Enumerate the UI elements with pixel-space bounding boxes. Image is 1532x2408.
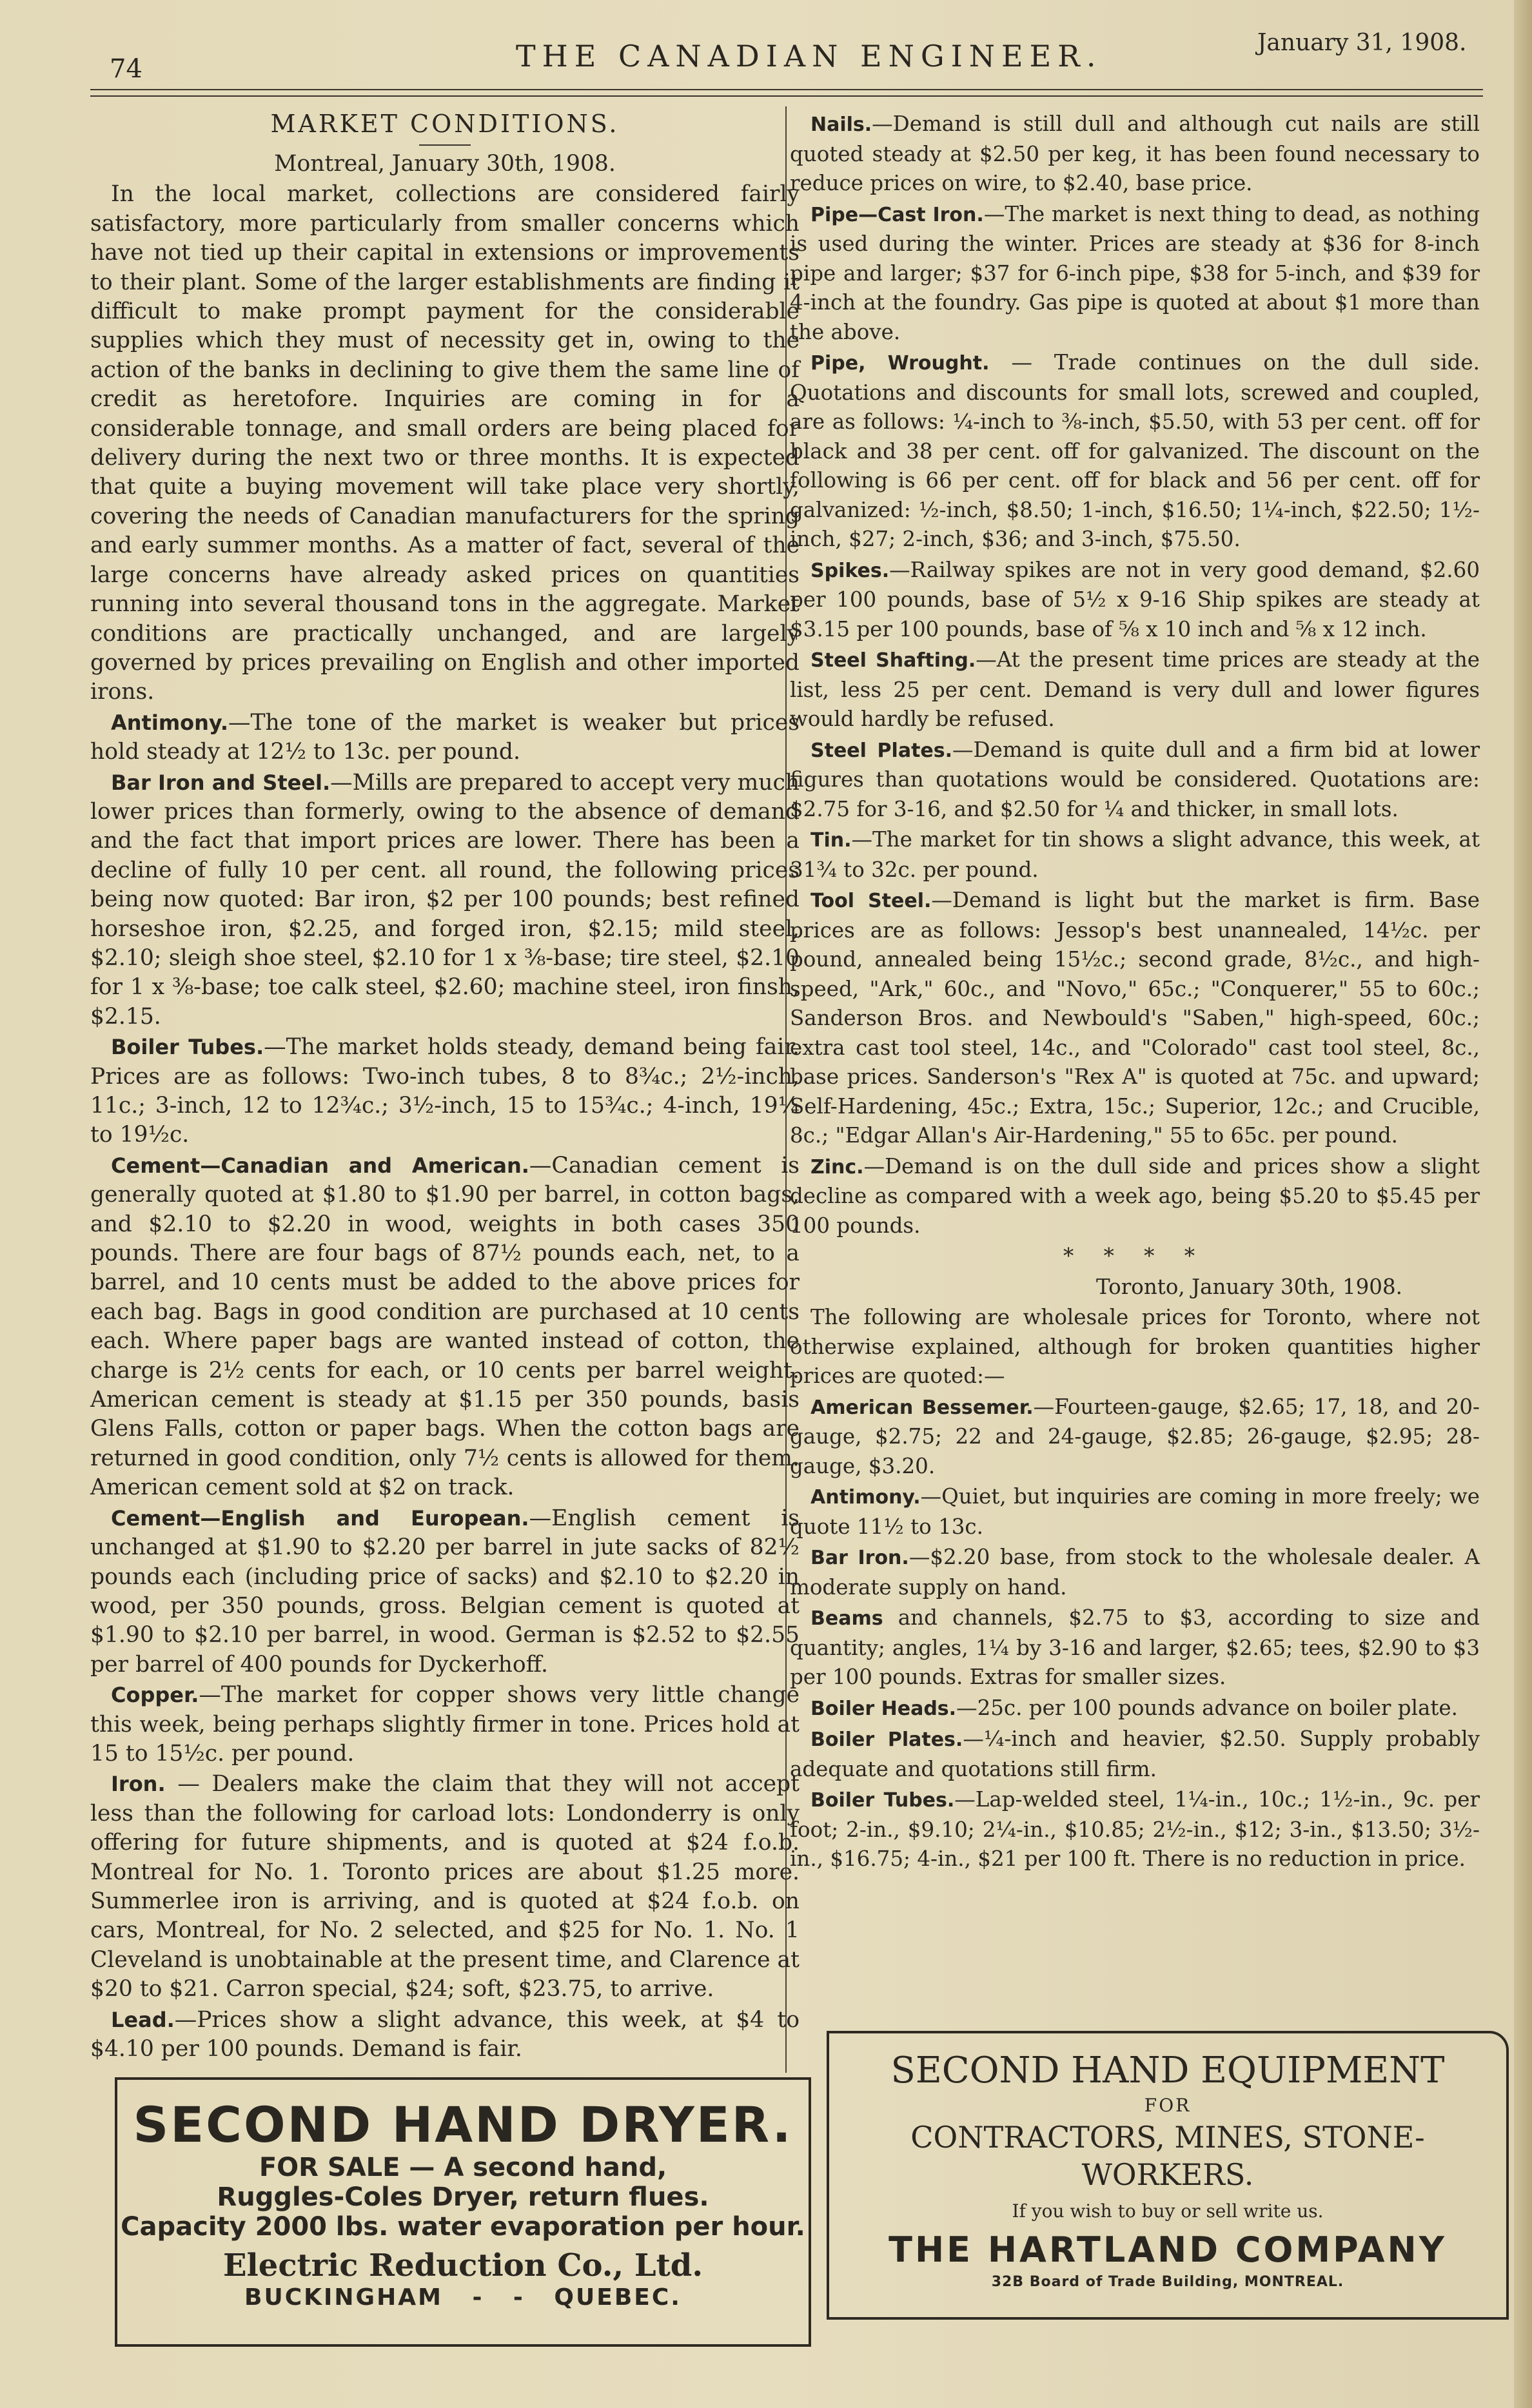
paragraph-text: —The market holds steady, demand being fair. Prices are as follows: Two-inch tubes, 8 to 8¾c.; 2½-inch, 11c.; 3-inch, 12 to 12¾c.; 3½-inch, 15 to 15¾c.; 4-inch, 19¼ to 19½c. — [90, 1034, 800, 1148]
ad-equipment-title: SECOND HAND EQUIPMENT — [890, 2050, 1445, 2091]
paragraph-text: —Demand is on the dull side and prices show a slight decline as compared with a week ago, being $5.20 to $5.45 per 100 pounds. — [790, 1153, 1480, 1238]
article-paragraph — [90, 1770, 800, 2004]
paragraph-text: — Trade continues on the dull side. Quotations and discounts for small lots, screwed and coupled, are as follows: ¼-inch to ⅜-inch, $5.50, with 53 per cent. off for black and 38 per cent. off for galvanized. The discount on the following is 66 per cent. off for black and 56 per cent. off for galvanized: ½-inch, $8.50; 1-inch, $16.50; 1¼-inch, $22.50; 1½-inch, $27; 2-inch, $36; and 3-inch, $75.50. — [790, 350, 1480, 551]
issue-date: January 31, 1908. — [1257, 30, 1467, 56]
paragraph-text: —Quiet, but inquiries are coming in more freely; we quote 11½ to 13c. — [790, 1484, 1480, 1539]
article-paragraph — [90, 1151, 800, 1503]
article-paragraph — [790, 556, 1480, 645]
article-paragraph — [790, 1393, 1480, 1482]
paragraph-heading: Tool Steel. — [810, 890, 932, 912]
paragraph-text: —Demand is still dull and although cut nails are still quoted steady at $2.50 per keg, it has been found necessary to reduce prices on wire, to $2.40, base price. — [790, 112, 1480, 195]
article-paragraph — [790, 1482, 1480, 1542]
paragraph-heading: Pipe, Wrought. — [810, 352, 990, 375]
left-paragraphs — [90, 180, 800, 2064]
paragraph-heading: Cement—Canadian and American. — [111, 1153, 529, 1178]
paragraph-heading: Pipe—Cast Iron. — [810, 203, 984, 226]
ad-equipment-note: If you wish to buy or sell write us. — [1012, 2200, 1324, 2222]
journal-title: THE CANADIAN ENGINEER. — [516, 39, 1103, 73]
paragraph-text: —25c. per 100 pounds advance on boiler plate. — [956, 1695, 1458, 1720]
paragraph-text: In the local market, collections are considered fairly satisfactory, more particularly from smaller concerns which have not tied up their capital in extensions or improvements to their plant. Some of the larger establishments are finding it difficult to make prompt payment for the considerable supplies which they must of necessity get in, owing to the action of the banks in declining to give them the same line of credit as heretofore. Inquiries are coming in for a considerable tonnage, and small orders are being placed for delivery during the next two or three months. It is expected that quite a buying movement will take place very shortly, covering the needs of Canadian manufacturers for the spring and early summer months. As a matter of fact, several of the large concerns have already asked prices on quantities running into several thousand tons in the aggregate. Market conditions are practically unchanged, and are largely governed by prices prevailing on English and other imported irons. — [90, 181, 800, 705]
paragraph-heading: Boiler Heads. — [810, 1697, 957, 1720]
page-number: 74 — [110, 54, 142, 84]
paragraph-heading: Bar Iron and Steel. — [111, 770, 331, 795]
ad-dryer-line2: Ruggles-Coles Dryer, return flues. — [217, 2182, 709, 2213]
article-paragraph — [790, 348, 1480, 554]
article-paragraph — [790, 645, 1480, 734]
ad-second-hand-equipment — [827, 2031, 1509, 2320]
paragraph-heading: Boiler Tubes. — [111, 1035, 264, 1060]
ad-dryer-company: Electric Reduction Co., Ltd. — [222, 2247, 703, 2284]
article-paragraph — [90, 180, 800, 707]
paragraph-text: —Mills are prepared to accept very much lower prices than formerly, owing to the absence of demand and the fact that import prices are lower. There has been a decline of fully 10 per cent. all round, the following prices being now quoted: Bar iron, $2 per 100 pounds; best refined horseshoe iron, $2.25, and forged iron, $2.15; mild steel, $2.10; sleigh shoe steel, $2.10 for 1 x ⅜-base; tire steel, $2.10 for 1 x ⅜-base; toe calk steel, $2.60; machine steel, iron finsh, $2.15. — [90, 769, 800, 1030]
ad-equipment-audience-1: CONTRACTORS, MINES, STONE- — [910, 2119, 1425, 2155]
paragraph-heading: Iron. — [111, 1772, 166, 1797]
paragraph-text: and channels, $2.75 to $3, according to size and quantity; angles, 1¼ by 3-16 and larger, $2.65; tees, $2.90 to $3 per 100 pounds. Extras for smaller sizes. — [790, 1605, 1480, 1689]
paragraph-text: —The tone of the market is weaker but prices hold steady at 12½ to 13c. per pound. — [90, 709, 800, 765]
header-rule — [90, 89, 1483, 90]
paragraph-text: —The market for copper shows very little change this week, being perhaps slightly firmer in tone. Prices hold at 15 to 15½c. per pound. — [90, 1682, 800, 1767]
paragraph-text: —¼-inch and heavier, $2.50. Supply probably adequate and quotations still firm. — [790, 1727, 1480, 1781]
paragraph-heading: Boiler Plates. — [810, 1728, 963, 1751]
paragraph-heading: Cement—English and European. — [111, 1505, 529, 1531]
paragraph-text: The following are wholesale prices for Toronto, where not otherwise explained, although for broken quantities higher prices are quoted:— — [790, 1305, 1480, 1388]
article-paragraph — [90, 1504, 800, 1679]
paragraph-heading: Boiler Tubes. — [810, 1789, 955, 1812]
paragraph-text: —At the present time prices are steady at the list, less 25 per cent. Demand is very dull and lower figures would hardly be refused. — [790, 647, 1480, 731]
paragraph-text: —Fourteen-gauge, $2.65; 17, 18, and 20-gauge, $2.75; 22 and 24-gauge, $2.85; 26-gauge, $2.95; 28-gauge, $3.20. — [790, 1394, 1480, 1478]
ad-dryer-line3: Capacity 2000 lbs. water evaporation per hour. — [121, 2212, 805, 2242]
paragraph-heading: Copper. — [111, 1683, 199, 1708]
article-paragraph — [790, 1603, 1480, 1692]
paragraph-text: — Dealers make the claim that they will not accept less than the following for carload lots: Londonderry is only offering for future shipments, and is quoted at $24 f.o.b. Montreal for No. 1. Toronto prices are about $1.25 more. Summerlee iron is arriving, and is quoted at $24 f.o.b. on cars, Montreal, for No. 2 selected, and $25 for No. 1. No. 1 Cleveland is unobtainable at the present time, and Clarence at $20 to $21. Carron special, $24; soft, $23.75, to arrive. — [90, 1771, 800, 2002]
paragraph-text: —$2.20 base, from stock to the wholesale dealer. A moderate supply on hand. — [790, 1545, 1480, 1600]
paragraph-text: —Canadian cement is generally quoted at $1.80 to $1.90 per barrel, in cotton bags, and $2.10 to $2.20 in wood, weights in both cases 350 pounds. There are four bags of 87½ pounds each, net, to a barrel, and 10 cents must be added to the above prices for each bag. Bags in good condition are purchased at 10 cents each. Where paper bags are wanted instead of cotton, the charge is 2½ cents for each, or 10 cents per barrel weight. American cement is steady at $1.15 per 350 pounds, basis Glens Falls, cotton or paper bags. When the cotton bags are returned in good condition, only 7½ cents is allowed for them. American cement sold at $2 on track. — [90, 1152, 800, 1501]
paragraph-text: —Demand is light but the market is firm. Base prices are as follows: Jessop's best unannealed, 14½c. per pound, annealed being 15½c.; second grade, 8½c., and high-speed, "Ark," 60c., and "Novo," 65c.; "Conquerer," 55 to 60c.; Sanderson Bros. and Newbould's "Saben," high-speed, 60c.; extra cast tool steel, 14c., and "Colorado" cast tool steel, 8c., base prices. Sanderson's "Rex A" is quoted at 75c. and upward; Self-Hardening, 45c.; Extra, 15c.; Superior, 12c.; and Crucible, 8c.; "Edgar Allan's Air-Hardening," 55 to 65c. per pound. — [790, 888, 1480, 1148]
article-paragraph — [790, 1785, 1480, 1874]
article-paragraph — [790, 1725, 1480, 1784]
right-paragraphs-top — [790, 110, 1480, 1240]
paragraph-heading: Steel Shafting. — [810, 649, 976, 672]
article-paragraph — [790, 736, 1480, 825]
paragraph-heading: Lead. — [111, 2007, 175, 2032]
paragraph-text: —English cement is unchanged at $1.90 to $2.20 per barrel in jute sacks of 82½ pounds each (including price of sacks) and $2.10 to $2.20 in wood, per 350 pounds, gross. Belgian cement is quoted at $1.90 to $2.10 per barrel, in wood. German is $2.52 to $2.55 per barrel of 400 pounds for Dyckerhoff. — [90, 1505, 800, 1678]
title-rule — [419, 144, 471, 146]
ad-equipment-for: FOR — [1144, 2095, 1192, 2117]
header-rule-2 — [90, 95, 1483, 97]
paragraph-text: —Prices show a slight advance, this week, at $4 to $4.10 per 100 pounds. Demand is fair. — [90, 2006, 800, 2062]
article-paragraph — [90, 1033, 800, 1150]
paragraph-heading: Beams — [810, 1607, 883, 1630]
paragraph-heading: Zinc. — [810, 1155, 864, 1179]
article-paragraph — [790, 1694, 1480, 1724]
article-paragraph — [790, 110, 1480, 199]
paragraph-text: —The market for tin shows a slight advance, this week, at 31¾ to 32c. per pound. — [790, 827, 1480, 882]
paragraph-text: —Demand is quite dull and a firm bid at lower figures than quotations would be considered. Quotations are: $2.75 for 3-16, and $2.50 for ¼ and thicker, in small lots. — [790, 737, 1480, 821]
article-paragraph — [90, 768, 800, 1032]
ad-equipment-company: THE HARTLAND COMPANY — [889, 2229, 1447, 2270]
article-paragraph — [90, 1681, 800, 1768]
article-paragraph — [90, 709, 800, 767]
dateline-montreal: Montreal, January 30th, 1908. — [274, 151, 616, 177]
article-paragraph — [790, 1152, 1480, 1241]
article-paragraph — [790, 886, 1480, 1151]
ad-dryer-location: BUCKINGHAM - - QUEBEC. — [244, 2284, 682, 2311]
page-edge — [1514, 0, 1532, 2408]
right-column — [790, 110, 1480, 1875]
paragraph-heading: Bar Iron. — [810, 1547, 909, 1569]
paragraph-heading: Tin. — [810, 829, 852, 852]
paragraph-text: —Lap-welded steel, 1¼-in., 10c.; 1½-in., 9c. per foot; 2-in., $9.10; 2¼-in., $10.85; 2½-in., $12; 3-in., $13.50; 3½-in., $16.75; 4-in., $21 per 100 ft. There is no reduction in price. — [790, 1787, 1480, 1871]
paragraph-heading: Nails. — [810, 113, 872, 136]
article-paragraph — [790, 200, 1480, 347]
article-paragraph — [790, 1543, 1480, 1602]
page-header — [0, 0, 1532, 103]
paragraph-heading: Antimony. — [810, 1486, 921, 1509]
ad-equipment-address: 32B Board of Trade Building, MONTREAL. — [991, 2273, 1344, 2290]
paragraph-heading: Spikes. — [810, 559, 890, 582]
left-column — [90, 110, 800, 2065]
ad-second-hand-dryer — [115, 2077, 811, 2347]
ad-dryer-line1: FOR SALE — A second hand, — [259, 2153, 667, 2183]
paragraph-text: —Railway spikes are not in very good demand, $2.60 per 100 pounds, base of 5½ x 9-16 Ship spikes are steady at $3.15 per 100 pounds, base of ⅝ x 10 inch and ⅝ x 12 inch. — [790, 557, 1480, 641]
section-separator: * * * * — [1063, 1244, 1206, 1268]
dateline-toronto: Toronto, January 30th, 1908. — [1096, 1274, 1402, 1299]
paragraph-text: —The market is next thing to dead, as nothing is used during the winter. Prices are steady at $36 for 8-inch pipe and larger; $37 for 6-inch pipe, $38 for 5-inch, and $39 for 4-inch at the foundry. Gas pipe is quoted at about $1 more than the above. — [790, 201, 1480, 344]
ad-equipment-audience-2: WORKERS. — [1081, 2157, 1254, 2193]
right-paragraphs-bottom — [790, 1303, 1480, 1874]
article-paragraph — [790, 825, 1480, 885]
paragraph-heading: Steel Plates. — [810, 739, 953, 762]
section-title: MARKET CONDITIONS. — [270, 110, 620, 138]
ad-dryer-title: SECOND HAND DRYER. — [133, 2096, 793, 2153]
paragraph-heading: Antimony. — [111, 710, 228, 735]
article-paragraph — [790, 1303, 1480, 1391]
article-paragraph — [90, 2006, 800, 2064]
paragraph-heading: American Bessemer. — [810, 1396, 1034, 1419]
